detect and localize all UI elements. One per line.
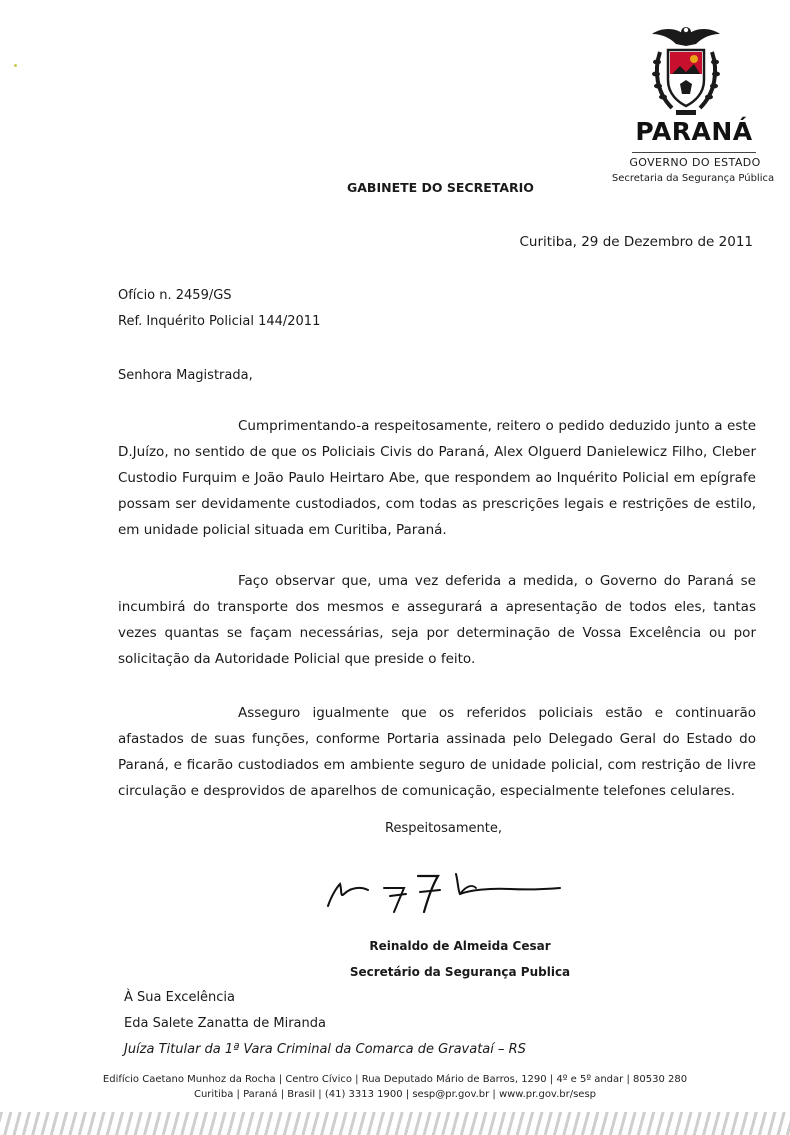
- closing: Respeitosamente,: [385, 821, 502, 836]
- footer-address: Edifício Caetano Munhoz da Rocha | Centro Cívico | Rua Deputado Mário de Barros, 1290 | 4º e 5º andar | 80530 280: [102, 1074, 688, 1085]
- body-paragraph-3: Asseguro igualmente que os referidos policiais estão e continuarão afastados de suas funções, conforme Portaria assinada pelo Delegado Geral do Estado do Paraná, e ficarão custodiados em ambiente seguro de unidade policial, com restrição de livre circulação e desprovidos de aparelhos de comunicação, especialmente telefones celulares.: [118, 705, 756, 799]
- addressee-line-1: À Sua Excelência: [124, 990, 236, 1005]
- addressee-title: Juíza Titular da 1ª Vara Criminal da Comarca de Gravataí – RS: [124, 1042, 526, 1057]
- signer-role: Secretário da Segurança Publica: [349, 965, 571, 979]
- letterhead-secretariat: Secretaria da Segurança Pública: [611, 173, 775, 184]
- body-paragraph-2: Faço observar que, uma vez deferida a medida, o Governo do Paraná se incumbirá do transporte dos mesmos e assegurará a apresentação de todos eles, tantas vezes quantas se façam necessárias, seja por determinação de Vossa Excelência ou por solicitação da Autoridade Policial que preside o feito.: [118, 573, 756, 667]
- scan-speck: [14, 64, 17, 67]
- signer-name: Reinaldo de Almeida Cesar: [369, 939, 551, 953]
- parana-coat-of-arms-icon: [650, 22, 722, 120]
- office-title: GABINETE DO SECRETARIO: [347, 180, 534, 195]
- salutation: Senhora Magistrada,: [118, 368, 253, 383]
- footer-stripe: [0, 1112, 790, 1135]
- addressee-name: Eda Salete Zanatta de Miranda: [124, 1016, 326, 1031]
- letterhead-government: GOVERNO DO ESTADO: [629, 156, 761, 169]
- body-paragraph-1: Cumprimentando-a respeitosamente, reitero o pedido deduzido junto a este D.Juízo, no sentido de que os Policiais Civis do Paraná, Alex Olguerd Danielewicz Filho, Cleber Custodio Furquim e João Paulo Heirtaro Abe, que respondem ao Inquérito Policial em epígrafe possam ser devidamente custodiados, com todas as prescrições legais e restrições de estilo, em unidade policial situada em Curitiba, Paraná.: [118, 418, 756, 538]
- footer-contact: Curitiba | Paraná | Brasil | (41) 3313 1900 | sesp@pr.gov.br | www.pr.gov.br/sesp: [193, 1089, 597, 1100]
- reference-line: Ref. Inquérito Policial 144/2011: [118, 314, 321, 329]
- oficio-number: Ofício n. 2459/GS: [118, 288, 232, 303]
- letter-date: Curitiba, 29 de Dezembro de 2011: [519, 234, 753, 250]
- letterhead-name: PARANÁ: [635, 117, 753, 146]
- letterhead-divider: [632, 152, 756, 153]
- handwritten-signature: [320, 868, 565, 918]
